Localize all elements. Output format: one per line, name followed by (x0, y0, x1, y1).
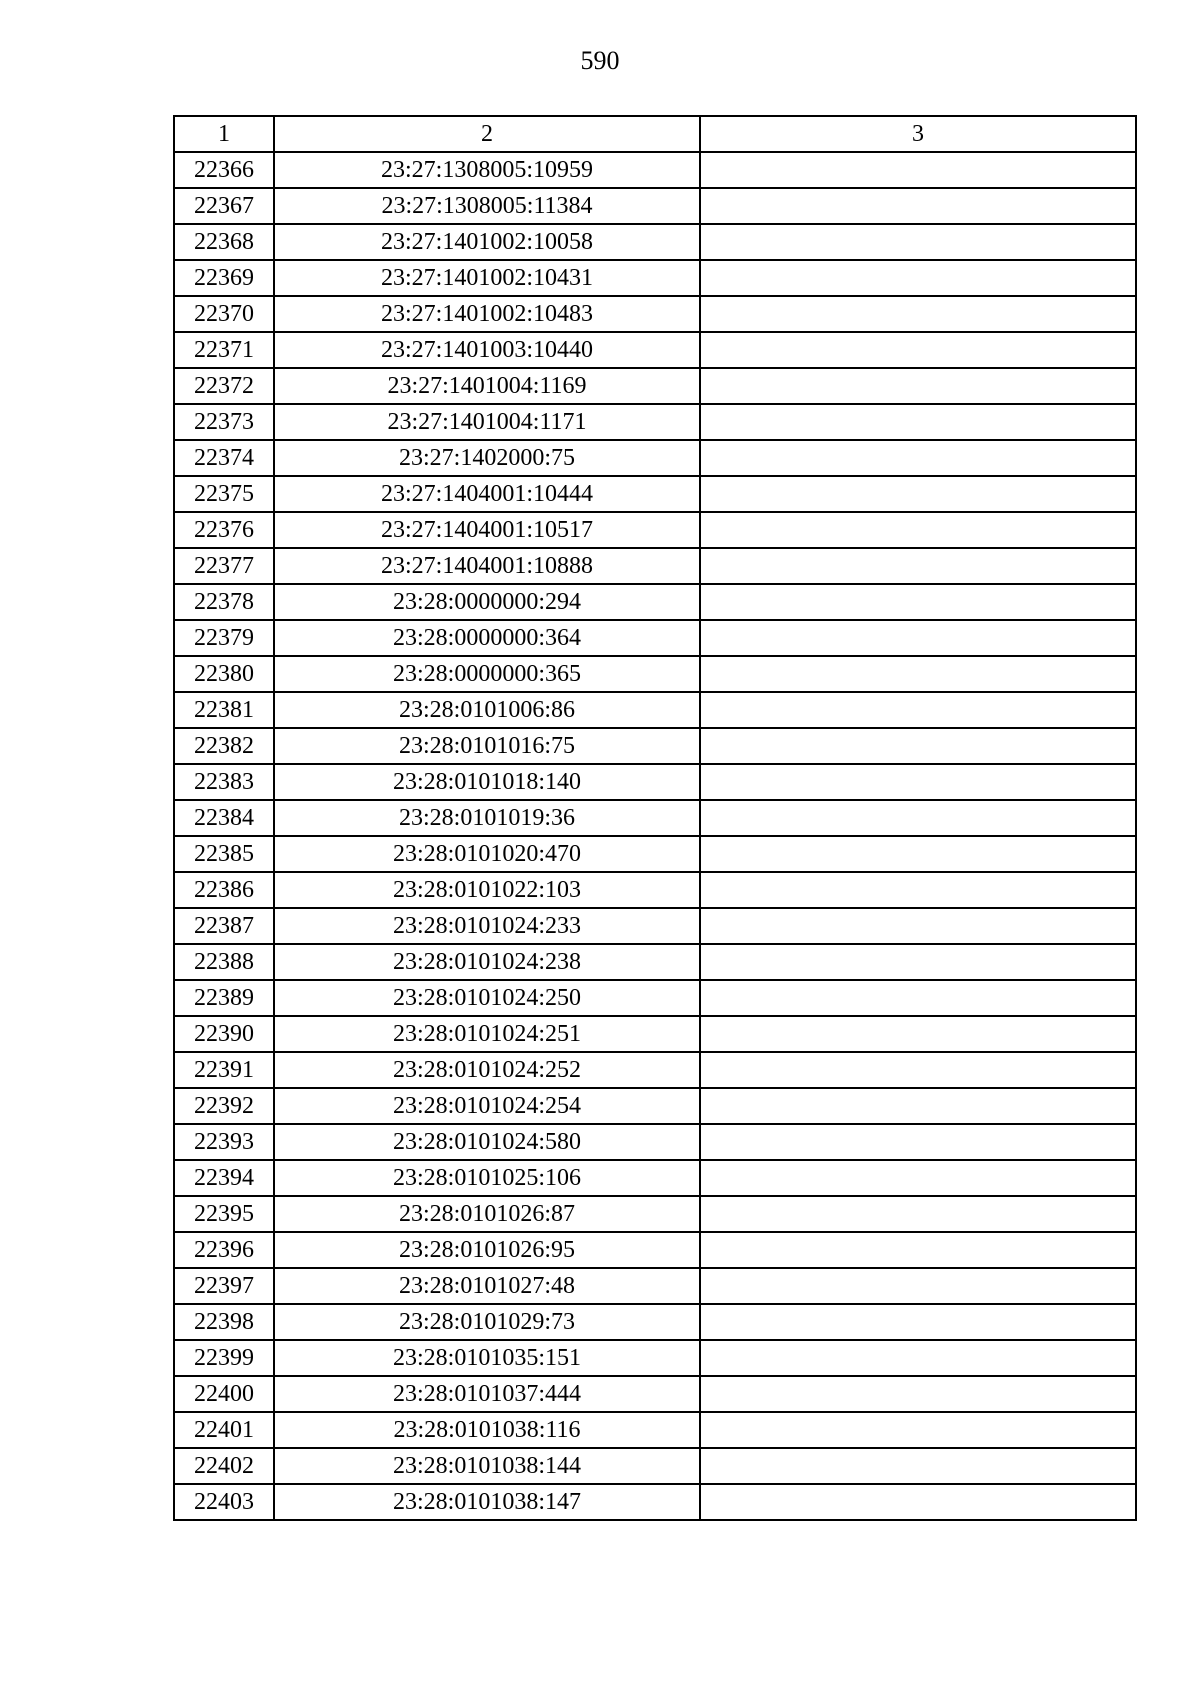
cadastral-number-cell: 23:28:0101024:580 (274, 1124, 700, 1160)
table-row (174, 980, 1136, 1016)
cadastral-number-cell: 23:28:0101022:103 (274, 872, 700, 908)
cadastral-number-cell: 23:28:0101026:87 (274, 1196, 700, 1232)
table-row (174, 1088, 1136, 1124)
note-cell (700, 908, 1136, 944)
row-number-cell: 22385 (174, 836, 274, 872)
cadastral-number-cell: 23:28:0101038:144 (274, 1448, 700, 1484)
row-number-cell: 22383 (174, 764, 274, 800)
table-row (174, 872, 1136, 908)
note-cell (700, 1160, 1136, 1196)
header-row (174, 116, 1136, 152)
cadastral-number-cell: 23:28:0101024:238 (274, 944, 700, 980)
cadastral-number-cell: 23:27:1401003:10440 (274, 332, 700, 368)
note-cell (700, 1304, 1136, 1340)
table-row (174, 260, 1136, 296)
row-number-cell: 22387 (174, 908, 274, 944)
note-cell (700, 188, 1136, 224)
table-row (174, 1268, 1136, 1304)
cadastral-number-cell: 23:28:0101025:106 (274, 1160, 700, 1196)
note-cell (700, 440, 1136, 476)
table-row (174, 656, 1136, 692)
cadastral-number-cell: 23:27:1401002:10483 (274, 296, 700, 332)
cadastral-number-cell: 23:27:1401002:10058 (274, 224, 700, 260)
row-number-cell: 22398 (174, 1304, 274, 1340)
table-row (174, 224, 1136, 260)
table-row (174, 764, 1136, 800)
cadastral-number-cell: 23:27:1401002:10431 (274, 260, 700, 296)
row-number-cell: 22378 (174, 584, 274, 620)
note-cell (700, 620, 1136, 656)
table-body (174, 152, 1136, 1520)
table-row (174, 1124, 1136, 1160)
row-number-cell: 22371 (174, 332, 274, 368)
note-cell (700, 1340, 1136, 1376)
table-header (174, 116, 1136, 152)
table-row (174, 368, 1136, 404)
cadastral-number-cell: 23:28:0000000:365 (274, 656, 700, 692)
page-number: 590 (580, 46, 620, 75)
row-number-cell: 22374 (174, 440, 274, 476)
row-number-cell: 22401 (174, 1412, 274, 1448)
row-number-cell: 22402 (174, 1448, 274, 1484)
table-row (174, 476, 1136, 512)
cadastral-number-cell: 23:27:1404001:10888 (274, 548, 700, 584)
column-header-1: 1 (174, 116, 274, 152)
row-number-cell: 22392 (174, 1088, 274, 1124)
cadastral-number-cell: 23:28:0101037:444 (274, 1376, 700, 1412)
row-number-cell: 22394 (174, 1160, 274, 1196)
table-row (174, 188, 1136, 224)
note-cell (700, 1484, 1136, 1520)
row-number-cell: 22380 (174, 656, 274, 692)
row-number-cell: 22382 (174, 728, 274, 764)
row-number-cell: 22366 (174, 152, 274, 188)
row-number-cell: 22400 (174, 1376, 274, 1412)
table-row (174, 512, 1136, 548)
table-row (174, 692, 1136, 728)
table-row (174, 440, 1136, 476)
row-number-cell: 22381 (174, 692, 274, 728)
row-number-cell: 22393 (174, 1124, 274, 1160)
note-cell (700, 404, 1136, 440)
row-number-cell: 22379 (174, 620, 274, 656)
table-row (174, 836, 1136, 872)
cadastral-number-cell: 23:27:1402000:75 (274, 440, 700, 476)
note-cell (700, 224, 1136, 260)
note-cell (700, 800, 1136, 836)
registry-table (173, 115, 1137, 1521)
note-cell (700, 584, 1136, 620)
row-number-cell: 22399 (174, 1340, 274, 1376)
row-number-cell: 22397 (174, 1268, 274, 1304)
table-row (174, 296, 1136, 332)
cadastral-number-cell: 23:28:0101035:151 (274, 1340, 700, 1376)
table-row (174, 584, 1136, 620)
cadastral-number-cell: 23:28:0101024:250 (274, 980, 700, 1016)
cadastral-number-cell: 23:28:0101024:233 (274, 908, 700, 944)
row-number-cell: 22384 (174, 800, 274, 836)
table-row (174, 1232, 1136, 1268)
note-cell (700, 548, 1136, 584)
cadastral-number-cell: 23:28:0101038:116 (274, 1412, 700, 1448)
note-cell (700, 296, 1136, 332)
note-cell (700, 260, 1136, 296)
note-cell (700, 872, 1136, 908)
cadastral-number-cell: 23:28:0101024:251 (274, 1016, 700, 1052)
row-number-cell: 22391 (174, 1052, 274, 1088)
table-row (174, 1304, 1136, 1340)
note-cell (700, 1412, 1136, 1448)
note-cell (700, 1088, 1136, 1124)
table-row (174, 548, 1136, 584)
row-number-cell: 22367 (174, 188, 274, 224)
note-cell (700, 764, 1136, 800)
row-number-cell: 22396 (174, 1232, 274, 1268)
cadastral-number-cell: 23:27:1401004:1171 (274, 404, 700, 440)
table-row (174, 1412, 1136, 1448)
cadastral-number-cell: 23:28:0101019:36 (274, 800, 700, 836)
note-cell (700, 728, 1136, 764)
cadastral-number-cell: 23:27:1404001:10444 (274, 476, 700, 512)
note-cell (700, 1124, 1136, 1160)
note-cell (700, 1376, 1136, 1412)
table-row (174, 1484, 1136, 1520)
row-number-cell: 22377 (174, 548, 274, 584)
table-row (174, 404, 1136, 440)
table-row (174, 1196, 1136, 1232)
note-cell (700, 944, 1136, 980)
table-row (174, 908, 1136, 944)
note-cell (700, 692, 1136, 728)
row-number-cell: 22373 (174, 404, 274, 440)
column-header-2: 2 (274, 116, 700, 152)
table-row (174, 944, 1136, 980)
cadastral-number-cell: 23:28:0101020:470 (274, 836, 700, 872)
table-row (174, 620, 1136, 656)
cadastral-number-cell: 23:28:0101027:48 (274, 1268, 700, 1304)
note-cell (700, 1448, 1136, 1484)
note-cell (700, 1052, 1136, 1088)
cadastral-number-cell: 23:27:1404001:10517 (274, 512, 700, 548)
table-row (174, 1160, 1136, 1196)
row-number-cell: 22386 (174, 872, 274, 908)
cadastral-number-cell: 23:28:0000000:364 (274, 620, 700, 656)
table-row (174, 1376, 1136, 1412)
row-number-cell: 22395 (174, 1196, 274, 1232)
column-header-3: 3 (700, 116, 1136, 152)
note-cell (700, 1016, 1136, 1052)
note-cell (700, 1196, 1136, 1232)
cadastral-number-cell: 23:27:1308005:10959 (274, 152, 700, 188)
note-cell (700, 980, 1136, 1016)
cadastral-number-cell: 23:28:0101016:75 (274, 728, 700, 764)
table-row (174, 800, 1136, 836)
note-cell (700, 332, 1136, 368)
row-number-cell: 22388 (174, 944, 274, 980)
cadastral-number-cell: 23:28:0101006:86 (274, 692, 700, 728)
row-number-cell: 22389 (174, 980, 274, 1016)
row-number-cell: 22369 (174, 260, 274, 296)
row-number-cell: 22376 (174, 512, 274, 548)
table-row (174, 1016, 1136, 1052)
note-cell (700, 656, 1136, 692)
note-cell (700, 512, 1136, 548)
note-cell (700, 836, 1136, 872)
note-cell (700, 476, 1136, 512)
row-number-cell: 22370 (174, 296, 274, 332)
table-row (174, 728, 1136, 764)
cadastral-number-cell: 23:27:1308005:11384 (274, 188, 700, 224)
cadastral-number-cell: 23:28:0101018:140 (274, 764, 700, 800)
table-row (174, 152, 1136, 188)
table-row (174, 1448, 1136, 1484)
cadastral-number-cell: 23:28:0000000:294 (274, 584, 700, 620)
table-row (174, 1052, 1136, 1088)
row-number-cell: 22372 (174, 368, 274, 404)
row-number-cell: 22375 (174, 476, 274, 512)
cadastral-number-cell: 23:28:0101026:95 (274, 1232, 700, 1268)
cadastral-number-cell: 23:28:0101038:147 (274, 1484, 700, 1520)
row-number-cell: 22390 (174, 1016, 274, 1052)
cadastral-number-cell: 23:28:0101029:73 (274, 1304, 700, 1340)
cadastral-number-cell: 23:27:1401004:1169 (274, 368, 700, 404)
table-row (174, 332, 1136, 368)
table-row (174, 1340, 1136, 1376)
row-number-cell: 22403 (174, 1484, 274, 1520)
note-cell (700, 1268, 1136, 1304)
row-number-cell: 22368 (174, 224, 274, 260)
note-cell (700, 368, 1136, 404)
note-cell (700, 152, 1136, 188)
cadastral-number-cell: 23:28:0101024:254 (274, 1088, 700, 1124)
cadastral-number-cell: 23:28:0101024:252 (274, 1052, 700, 1088)
note-cell (700, 1232, 1136, 1268)
